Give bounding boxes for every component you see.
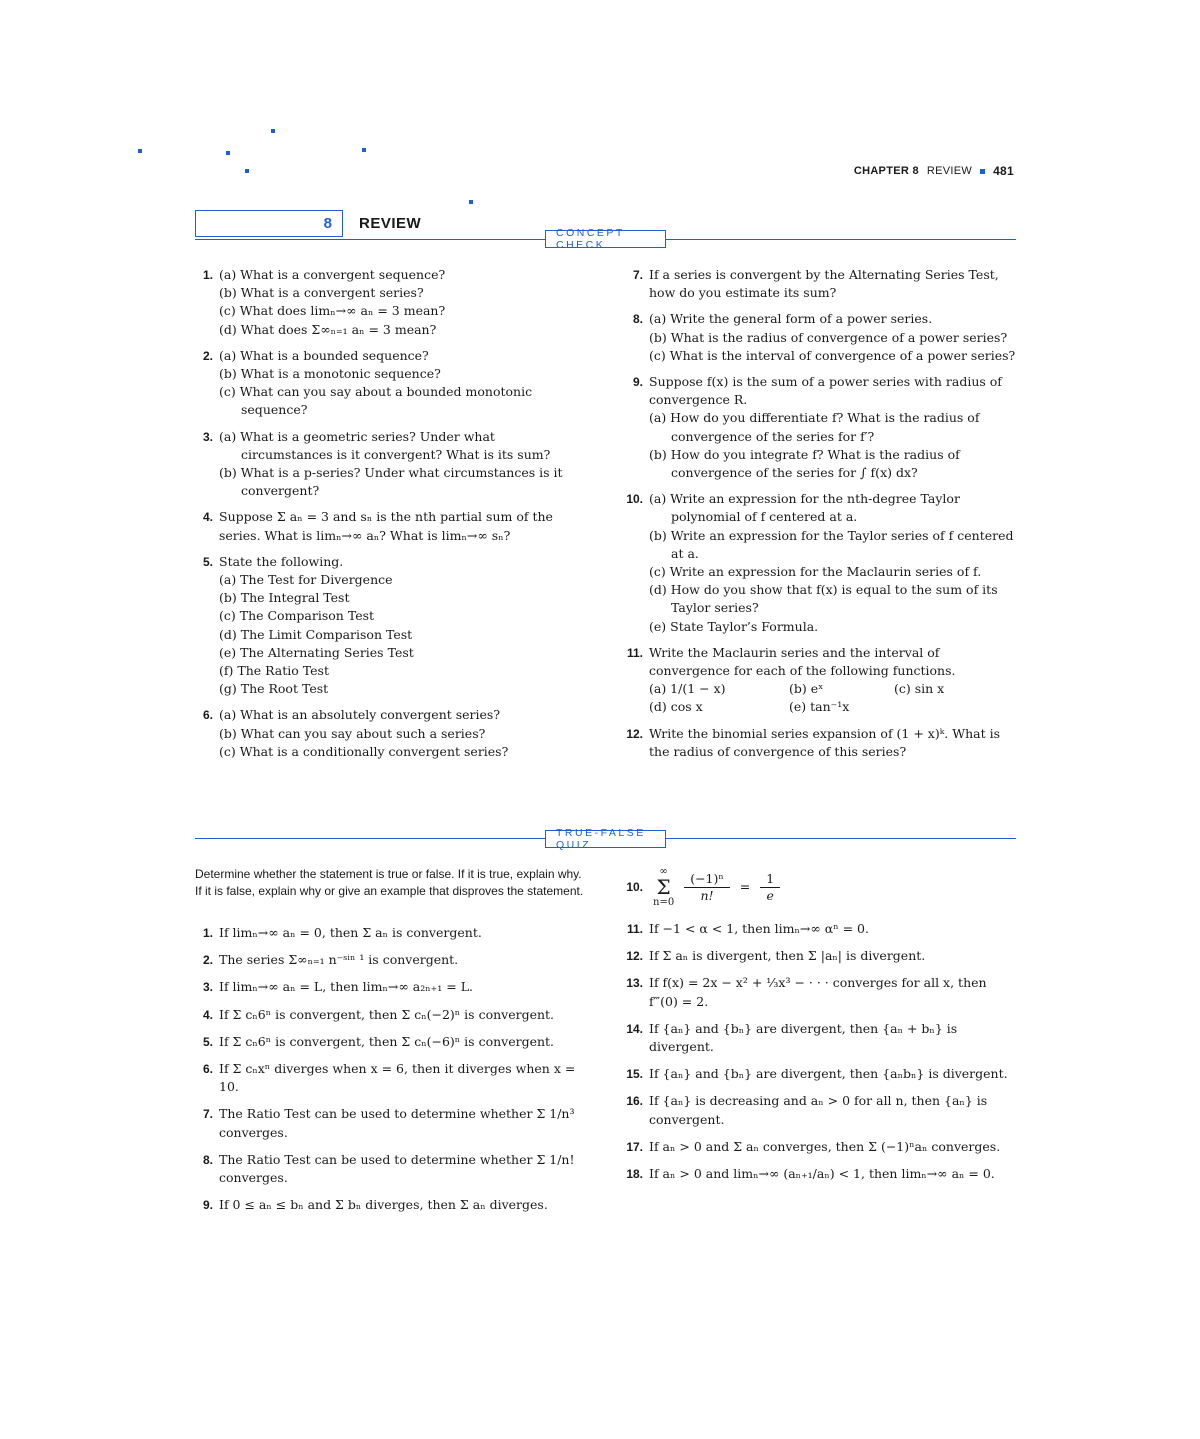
question-part: (b) Write an expression for the Taylor series of f centered at a. (649, 527, 1014, 561)
item-statement: If limₙ→∞ aₙ = 0, then Σ aₙ is convergent. (219, 925, 482, 940)
decorative-dot (138, 149, 142, 153)
question-part: (c) What is the interval of convergence of a power series? (649, 347, 1016, 363)
question-part: (a) Write an expression for the nth-degree Taylor polynomial of f centered at a. (649, 491, 960, 525)
function-item: (a) 1/(1 − x) (649, 681, 726, 697)
true-false-left-column (195, 924, 595, 1223)
question-part: (a) What is a bounded sequence? (219, 347, 429, 363)
true-false-intro: Determine whether the statement is true or false. If it is true, explain why. If it is false, explain why or give an example that disproves the statement. (195, 867, 584, 898)
question-part: (a) What is an absolutely convergent series? (219, 707, 501, 723)
question-part: (c) The Comparison Test (219, 608, 375, 624)
item-number: 1. (202, 926, 213, 940)
running-head (854, 164, 1014, 178)
item-statement: If f(x) = 2x − x² + ⅓x³ − · · · converges for all x, then f‴(0) = 2. (649, 975, 987, 1009)
question-part: (c) Write an expression for the Maclaurin series of f. (649, 564, 982, 580)
question-part: (d) How do you show that f(x) is equal to the sum of its Taylor series? (649, 582, 998, 616)
question-number: 7. (632, 268, 643, 282)
question-part: Suppose Σ aₙ = 3 and sₙ is the nth partial sum of the series. What is limₙ→∞ aₙ? What is limₙ→∞ sₙ? (219, 509, 553, 543)
true-false-label: TRUE-FALSE QUIZ (545, 830, 666, 848)
item-number: 12. (626, 949, 643, 964)
question-part: Suppose f(x) is the sum of a power series with radius of convergence R. (649, 374, 1002, 408)
question-item (195, 508, 590, 544)
item-number: 15. (626, 1067, 643, 1082)
true-false-item (195, 978, 595, 996)
concept-check-right-column (625, 266, 1017, 769)
question-part: (b) What can you say about such a series? (219, 725, 486, 741)
question-number: 3. (202, 429, 213, 444)
true-false-item (625, 920, 1017, 938)
question-number: 4. (202, 510, 213, 525)
question-part: (b) The Integral Test (219, 590, 350, 606)
true-false-item (625, 974, 1017, 1010)
question-part: (g) The Root Test (219, 681, 329, 697)
question-part: (c) What can you say about a bounded monotonic sequence? (219, 384, 533, 418)
question-number: 5. (202, 554, 213, 569)
item-statement: If Σ cₙxⁿ diverges when x = 6, then it diverges when x = 10. (219, 1061, 576, 1095)
function-list (649, 680, 1017, 716)
question-part: State the following. (219, 553, 344, 569)
function-item: (e) tan⁻¹x (789, 699, 850, 715)
review-number: 8 (323, 215, 332, 232)
question-part: (e) The Alternating Series Test (219, 644, 414, 660)
item-statement: If aₙ > 0 and Σ aₙ converges, then Σ (−1)ⁿaₙ converges. (649, 1138, 1001, 1154)
item-number: 3. (202, 980, 213, 995)
equals-sign: = (739, 878, 751, 894)
review-number-box (195, 210, 343, 237)
item-number: 18. (626, 1167, 643, 1182)
fraction-numerator: (−1)ⁿ (684, 871, 730, 888)
decorative-dot (245, 169, 249, 173)
question-item (625, 310, 1017, 365)
item-number: 4. (202, 1007, 213, 1022)
question-item (195, 428, 590, 501)
question-item (625, 266, 1017, 302)
question-part: Write the binomial series expansion of (1 + x)ᵏ. What is the radius of convergence of this series? (649, 725, 1001, 759)
true-false-item (195, 1033, 595, 1051)
question-item (625, 373, 1017, 482)
item-statement: If limₙ→∞ aₙ = L, then limₙ→∞ a₂ₙ₊₁ = L. (219, 979, 473, 995)
item-number: 9. (202, 1198, 213, 1213)
true-false-right-items (625, 920, 1017, 1183)
item-number: 10. (626, 879, 643, 894)
question-part: (d) The Limit Comparison Test (219, 626, 413, 642)
question-number: 1. (202, 268, 213, 282)
question-number: 12. (626, 726, 643, 741)
question-part: Write the Maclaurin series and the interval of convergence for each of the following functions. (649, 644, 956, 679)
separator-square-icon (980, 169, 985, 174)
question-part: (e) State Taylor’s Formula. (649, 618, 819, 634)
item-statement: If {aₙ} is decreasing and aₙ > 0 for all n, then {aₙ} is convergent. (649, 1093, 988, 1127)
question-part: (b) What is the radius of convergence of a power series? (649, 329, 1008, 345)
question-item (195, 266, 590, 339)
question-part: (b) What is a monotonic sequence? (219, 366, 441, 382)
item-statement: The Ratio Test can be used to determine whether Σ 1/n³ converges. (219, 1106, 575, 1140)
item-statement: If −1 < α < 1, then limₙ→∞ αⁿ = 0. (649, 921, 869, 936)
item-statement: If Σ cₙ6ⁿ is convergent, then Σ cₙ(−2)ⁿ is convergent. (219, 1006, 555, 1022)
question-part: (b) What is a convergent series? (219, 285, 424, 301)
item-number: 13. (626, 976, 643, 991)
true-false-item (195, 1151, 595, 1187)
true-false-item (195, 1105, 595, 1141)
item-number: 7. (202, 1107, 213, 1122)
fraction-denominator: e (766, 887, 774, 903)
item-number: 14. (626, 1021, 643, 1036)
question-part: (a) Write the general form of a power series. (649, 311, 933, 327)
true-false-item (625, 1165, 1017, 1183)
item-statement: If 0 ≤ aₙ ≤ bₙ and Σ bₙ diverges, then Σ aₙ diverges. (219, 1197, 548, 1213)
true-false-item (625, 1092, 1017, 1128)
item-number: 17. (626, 1139, 643, 1154)
true-false-item (195, 1196, 595, 1214)
concept-check-label: CONCEPT CHECK (545, 230, 666, 248)
concept-check-left-column (195, 266, 590, 769)
true-false-item (195, 951, 595, 969)
item-statement: If aₙ > 0 and limₙ→∞ (aₙ₊₁/aₙ) < 1, then limₙ→∞ aₙ = 0. (649, 1166, 995, 1182)
question-item (625, 490, 1017, 636)
question-item (195, 706, 590, 761)
question-number: 11. (626, 645, 643, 660)
decorative-dot (469, 200, 473, 204)
item-statement: If {aₙ} and {bₙ} are divergent, then {aₙbₙ} is divergent. (649, 1066, 1008, 1082)
item-statement: The series Σ∞ₙ₌₁ n⁻ˢⁱⁿ ¹ is convergent. (219, 952, 459, 968)
question-part: (a) How do you differentiate f? What is the radius of convergence of the series for f′? (649, 410, 980, 444)
item-number: 5. (202, 1034, 213, 1049)
review-title: REVIEW (359, 215, 422, 232)
question-number: 10. (626, 492, 643, 507)
item-number: 16. (626, 1094, 643, 1109)
question-part: (a) What is a convergent sequence? (219, 267, 446, 282)
decorative-dot (362, 148, 366, 152)
question-item (625, 725, 1017, 761)
question-number: 8. (632, 312, 643, 327)
question-item (195, 553, 590, 699)
function-item: (c) sin x (894, 681, 945, 697)
question-part: (c) What does limₙ→∞ aₙ = 3 mean? (219, 303, 446, 319)
question-item (195, 347, 590, 420)
question-part: (a) The Test for Divergence (219, 572, 393, 588)
fraction-result (760, 871, 780, 904)
fraction-numerator: 1 (760, 871, 780, 888)
question-part: If a series is convergent by the Alternating Series Test, how do you estimate its sum? (649, 267, 999, 301)
true-false-item (625, 1065, 1017, 1083)
item-statement: If {aₙ} and {bₙ} are divergent, then {aₙ + bₙ} is divergent. (649, 1020, 958, 1055)
question-number: 2. (202, 348, 213, 363)
decorative-dot (226, 151, 230, 155)
true-false-right-column (625, 866, 1017, 1192)
true-false-item (625, 1020, 1017, 1056)
true-false-item (625, 947, 1017, 965)
question-part: (b) How do you integrate f? What is the radius of convergence of the series for ∫ f(x) dx? (649, 446, 960, 481)
question-number: 6. (202, 708, 213, 723)
question-part: (a) What is a geometric series? Under what circumstances is it convergent? What is its sum? (219, 428, 551, 462)
item-statement: The Ratio Test can be used to determine whether Σ 1/n! converges. (219, 1151, 575, 1186)
item-number: 8. (202, 1152, 213, 1167)
item-statement: If Σ aₙ is divergent, then Σ |aₙ| is divergent. (649, 948, 926, 964)
fraction-term (684, 871, 730, 904)
decorative-dot (271, 129, 275, 133)
item-number: 11. (626, 922, 643, 936)
sigma-sign: Σ (656, 875, 671, 899)
page-number: 481 (993, 164, 1014, 178)
true-false-item-10 (625, 866, 1017, 908)
question-part: (b) What is a p-series? Under what circumstances is it convergent? (219, 465, 563, 499)
item-number: 2. (202, 953, 213, 968)
true-false-item (195, 1060, 595, 1096)
item-statement: If Σ cₙ6ⁿ is convergent, then Σ cₙ(−6)ⁿ is convergent. (219, 1033, 555, 1049)
summation-symbol (653, 866, 674, 908)
question-item (625, 644, 1017, 717)
fraction-denominator: n! (700, 887, 714, 903)
chapter-label: CHAPTER 8 (853, 165, 919, 177)
true-false-item (625, 1138, 1017, 1156)
section-label: REVIEW (926, 165, 973, 177)
question-part: (d) What does Σ∞ₙ₌₁ aₙ = 3 mean? (219, 321, 437, 337)
function-item: (b) eˣ (789, 681, 824, 697)
question-part: (f) The Ratio Test (219, 663, 329, 679)
true-false-item (195, 1006, 595, 1024)
item-number: 6. (202, 1062, 213, 1077)
true-false-item (195, 924, 595, 942)
question-number: 9. (632, 375, 643, 390)
question-part: (c) What is a conditionally convergent series? (219, 743, 509, 759)
function-item: (d) cos x (649, 699, 703, 715)
sum-upper-limit: ∞ (659, 866, 668, 877)
sum-lower-limit: n=0 (653, 897, 675, 908)
